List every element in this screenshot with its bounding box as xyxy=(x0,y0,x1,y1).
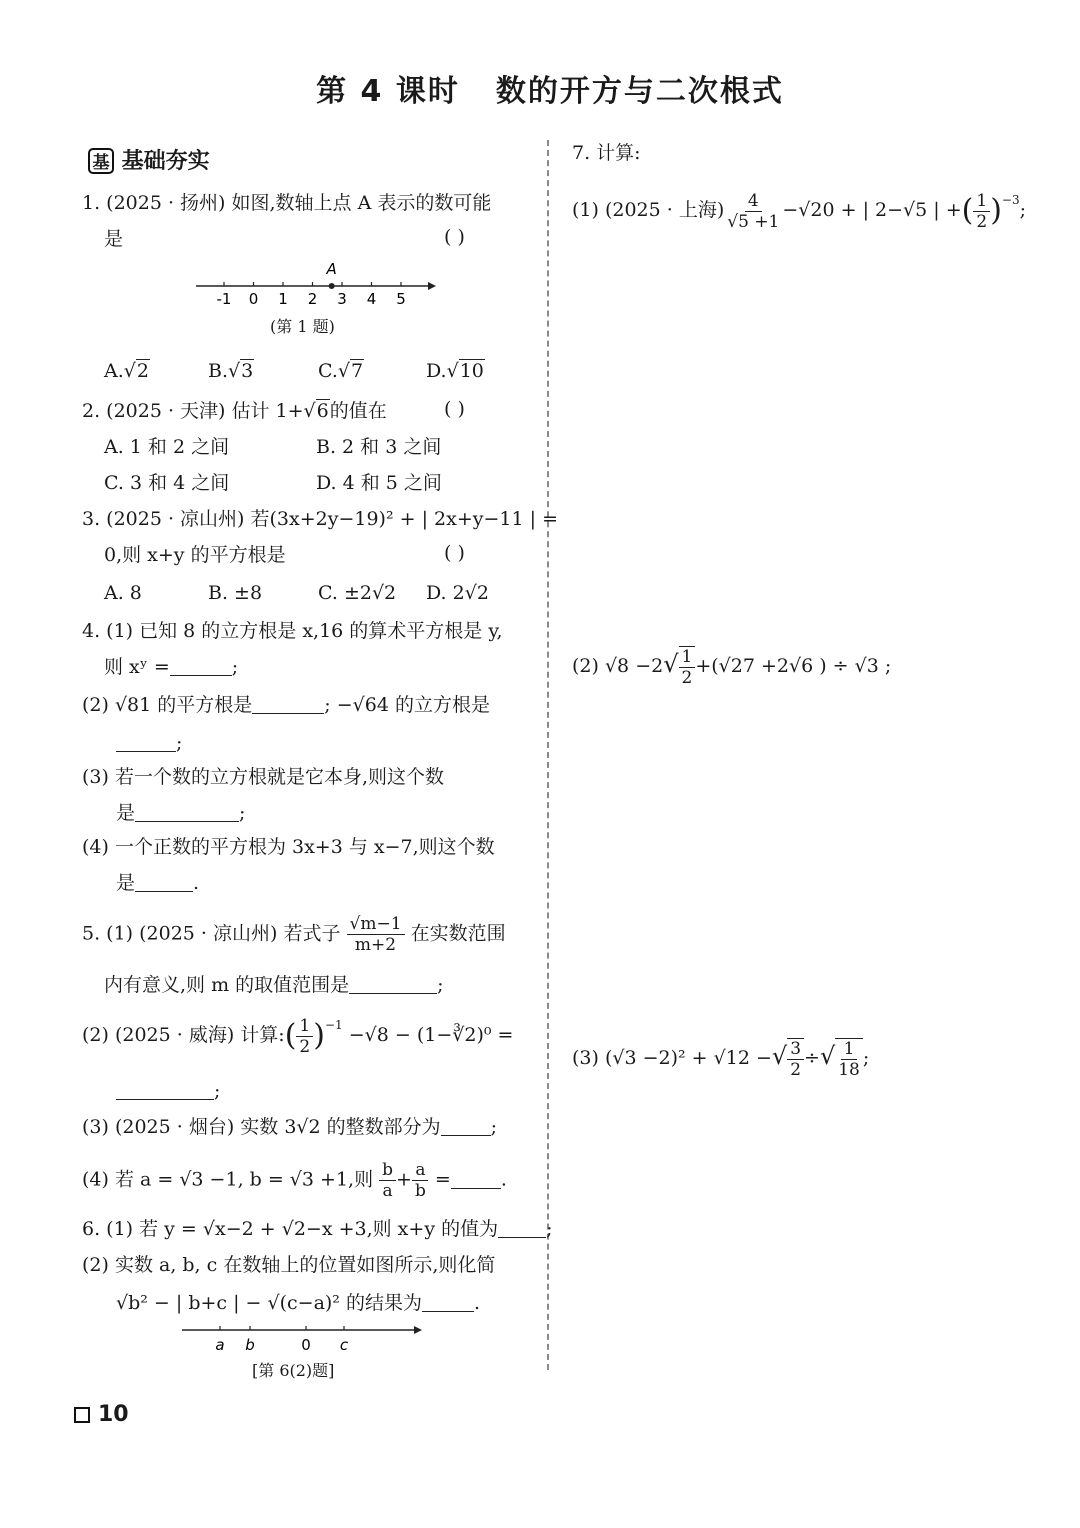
q5-part4: (4) 若 a = √3 −1, b = √3 +1,则 $\frac{b}{a}$ + $\frac{a}{b}$ = . xyxy=(82,1160,507,1201)
q1-tick-label: 3 xyxy=(337,290,347,308)
q2-option-a: A. 1 和 2 之间 xyxy=(104,436,230,458)
q1-tick-label: 5 xyxy=(396,290,406,308)
q1-option-d: D.√10 xyxy=(426,360,484,382)
q5-part1-answer: 内有意义,则 m 的取值范围是 ; xyxy=(104,974,444,996)
q5-part3: (3) (2025 · 烟台) 实数 3√2 的整数部分为 ; xyxy=(82,1116,498,1138)
page-marker-icon xyxy=(74,1407,90,1423)
q1-text: 1. (2025 · 扬州) 如图,数轴上点 A 表示的数可能 xyxy=(82,192,492,214)
q2-option-d: D. 4 和 5 之间 xyxy=(316,472,442,494)
q4-part4-answer: 是 . xyxy=(116,872,200,894)
page-footer xyxy=(74,1402,129,1427)
q1-tick-label: 4 xyxy=(366,290,377,308)
q1-number-line xyxy=(190,258,440,314)
q1-caption: (第 1 题) xyxy=(270,317,335,336)
q6-label-c: c xyxy=(339,1336,349,1354)
arrow-icon xyxy=(428,282,436,290)
q6-number-line xyxy=(178,1316,428,1356)
q5-part2: (2) (2025 · 威海) 计算:( $\frac{1}{2}$ )$^{-1}$ −√8 − (1−∛2)⁰ = xyxy=(82,1015,514,1057)
q4-part3-answer: 是 ; xyxy=(116,802,246,824)
q4-blank-4[interactable] xyxy=(135,801,239,822)
q3-answer-bracket: ( ) xyxy=(444,542,465,564)
q6-label-0: 0 xyxy=(301,1336,311,1354)
q4-blank-5[interactable] xyxy=(135,871,193,892)
page-title xyxy=(0,66,1080,110)
q2-option-b: B. 2 和 3 之间 xyxy=(316,436,442,458)
q4-blank-1[interactable] xyxy=(170,655,232,676)
book-icon: 基 xyxy=(88,148,114,174)
q1-answer-bracket: ( ) xyxy=(444,226,465,248)
q5-blank-2[interactable] xyxy=(116,1079,214,1100)
q2-answer-bracket: ( ) xyxy=(444,398,465,420)
page-number: 10 xyxy=(98,1402,129,1427)
q5-blank-1[interactable] xyxy=(349,973,437,994)
q2-option-c: C. 3 和 4 之间 xyxy=(104,472,230,494)
q1-tick-label: 2 xyxy=(307,290,318,308)
q6-part1: 6. (1) 若 y = √x−2 + √2−x +3,则 x+y 的值为 ; xyxy=(82,1218,553,1240)
lesson-topic: 数的开方与二次根式 xyxy=(495,74,784,109)
q7-part1: (1) (2025 · 上海) $\frac{4}{√5 +1}$ −√20 + | 2−√5 | +( $\frac{1}{2}$ )$^{-3}$; xyxy=(572,190,1027,232)
q6-caption: [第 6(2)题] xyxy=(252,1361,335,1380)
q4-part3: (3) 若一个数的立方根就是它本身,则这个数 xyxy=(82,766,444,788)
q5-blank-3[interactable] xyxy=(441,1115,491,1136)
q4-blank-3[interactable] xyxy=(116,731,176,752)
q7-heading: 7. 计算: xyxy=(572,142,641,164)
q6-label-a: a xyxy=(215,1336,225,1354)
q1-option-c: C.√7 xyxy=(318,360,364,382)
column-divider xyxy=(547,140,549,1370)
arrow-icon xyxy=(414,1326,422,1334)
q5-fraction: $\frac{√m-1}{m+2}$ xyxy=(347,914,405,955)
section-label: 基础夯实 xyxy=(121,149,210,174)
q6-blank-1[interactable] xyxy=(498,1217,546,1238)
q4-part1-answer: 则 xʸ = ; xyxy=(104,656,239,678)
section-heading xyxy=(88,144,210,175)
q6-part2: (2) 实数 a, b, c 在数轴上的位置如图所示,则化简 xyxy=(82,1254,496,1276)
q6-blank-2[interactable] xyxy=(422,1291,474,1312)
q3-text-2: 0,则 x+y 的平方根是 xyxy=(104,544,286,566)
q4-part2: (2) √81 的平方根是 ; −√64 的立方根是 xyxy=(82,694,490,716)
q1-tick-label: -1 xyxy=(216,290,232,308)
q2-text: 2. (2025 · 天津) 估计 1+√6的值在 xyxy=(82,400,387,422)
q3-text: 3. (2025 · 凉山州) 若(3x+2y−19)² + | 2x+y−11 | = xyxy=(82,508,558,530)
q3-option-c: C. ±2√2 xyxy=(318,582,397,604)
q3-option-b: B. ±8 xyxy=(208,582,263,604)
q4-part2-answer: ; xyxy=(116,730,182,756)
q1-tick-label: 0 xyxy=(248,290,259,308)
q5-part1: 5. (1) (2025 · 凉山州) 若式子 $\frac{√m-1}{m+2}$ 在实数范围 xyxy=(82,914,506,955)
q7-part2: (2) √8 −2√ $\frac{1}{2}$ +(√27 +2√6 ) ÷ √3 ; xyxy=(572,647,892,688)
lesson-number: 第 4 课时 xyxy=(316,74,460,109)
q6-part2-answer: √b² − | b+c | − √(c−a)² 的结果为 . xyxy=(116,1292,481,1314)
q1-tick-label: 1 xyxy=(278,290,288,308)
q5-part2-answer: ; xyxy=(116,1078,220,1104)
q6-label-b: b xyxy=(245,1336,255,1354)
q4-part4: (4) 一个正数的平方根为 3x+3 与 x−7,则这个数 xyxy=(82,836,495,858)
q3-option-d: D. 2√2 xyxy=(426,582,489,604)
q1-text-2: 是 xyxy=(104,228,124,250)
q7-part3: (3) (√3 −2)² + √12 −√ $\frac{3}{2}$ ÷√ $\frac{1}{18}$ ; xyxy=(572,1039,870,1080)
q1-option-a: A.√2 xyxy=(104,360,149,382)
q4-part1: 4. (1) 已知 8 的立方根是 x,16 的算术平方根是 y, xyxy=(82,620,503,642)
q5-blank-4[interactable] xyxy=(451,1168,501,1189)
q1-option-b: B.√3 xyxy=(208,360,254,382)
q4-blank-2[interactable] xyxy=(252,693,324,714)
q3-option-a: A. 8 xyxy=(104,582,142,604)
q1-point-label: A xyxy=(326,260,337,278)
q1-point-a xyxy=(329,283,335,289)
